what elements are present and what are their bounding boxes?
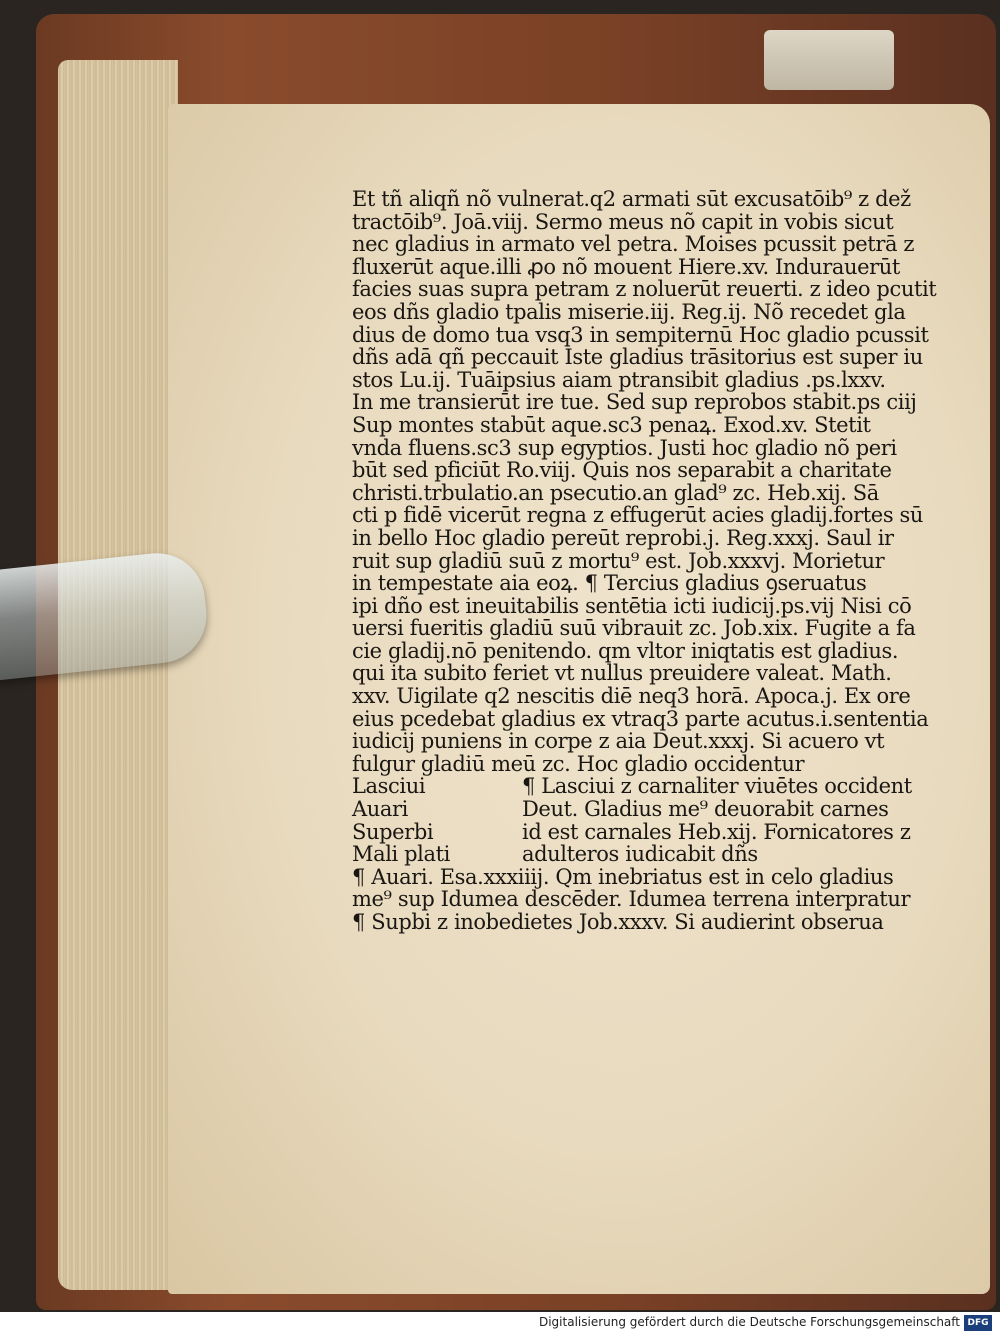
index-note: adulteros iudicabit dñs	[522, 842, 758, 867]
text-line: būt sed pficiūt Ro.viij. Quis nos separabit a charitate	[352, 458, 892, 483]
page-text-block	[352, 188, 944, 934]
text-line: in tempestate aia eoꝝ. ¶ Tercius gladius ꝯseruatus	[352, 571, 867, 596]
text-line: facies suas supra petram z noluerūt reuerti. z ideo pcutit	[352, 277, 937, 302]
index-row	[352, 843, 944, 866]
body-lines	[352, 188, 944, 775]
text-line: Sup montes stabūt aque.sc3 penaꝝ. Exod.xv. Stetit	[352, 412, 871, 437]
text-line: fluxerūt aque.illi ꝓo nõ mouent Hiere.xv. Indurauerūt	[352, 254, 900, 279]
text-line: tractōib⁹. Joā.viij. Sermo meus nõ capit in vobis sicut	[352, 209, 894, 234]
index-lines	[352, 775, 944, 865]
text-line: Et tñ aliqñ nõ vulnerat.q2 armati sūt excusatōib⁹ z dež	[352, 187, 911, 211]
page-stack-edge	[58, 60, 178, 1290]
text-line: iudicij puniens in corpe z aia Deut.xxxj. Si acuero vt	[352, 729, 885, 754]
index-row	[352, 798, 944, 821]
index-note: ¶ Lasciui z carnaliter viuētes occident	[522, 774, 912, 799]
index-term: Auari	[352, 797, 408, 822]
index-row	[352, 775, 944, 798]
text-line: ipi dño est ineuitabilis sentētia icti iudicij.ps.vij Nisi cō	[352, 593, 912, 618]
text-line: eius pcedebat gladius ex vtraq3 parte acutus.i.sententia	[352, 706, 929, 731]
text-line: ¶ Auari. Esa.xxxiiij. Qm inebriatus est in celo gladius	[352, 864, 894, 889]
text-line: christi.trbulatio.an psecutio.an glad⁹ zc. Heb.xij. Sā	[352, 480, 879, 505]
index-note: id est carnales Heb.xij. Fornicatores z	[522, 819, 911, 844]
paper-tab	[764, 30, 894, 90]
text-line: nec gladius in armato vel petra. Moises pcussit petrā z	[352, 232, 915, 257]
text-line: fulgur gladiū meū zc. Hoc gladio occidentur	[352, 751, 805, 776]
text-line: in bello Hoc gladio pereūt reprobi.j. Reg.xxxj. Saul ir	[352, 525, 894, 550]
closing-lines	[352, 866, 944, 934]
index-row	[352, 821, 944, 844]
text-line: xxv. Uigilate q2 nescitis diē neq3 horā. Apoca.j. Ex ore	[352, 684, 911, 709]
text-line: cie gladij.nō penitendo. qm vltor iniqtatis est gladius.	[352, 638, 899, 663]
footer-bar	[0, 1312, 1000, 1336]
text-line: stos Lu.ij. Tuāipsius aiam ptransibit gladius .ps.lxxv.	[352, 367, 886, 392]
text-line: dius de domo tua vsq3 in sempiternū Hoc gladio pcussit	[352, 322, 929, 347]
text-line: qui ita subito feriet vt nullus preuidere valeat. Math.	[352, 661, 892, 686]
index-term: Mali plati	[352, 842, 450, 867]
text-line: eos dñs gladio tpalis miserie.iij. Reg.ij. Nõ recedet gla	[352, 299, 906, 324]
index-note: Deut. Gladius me⁹ deuorabit carnes	[522, 797, 889, 822]
index-term: Superbi	[352, 819, 434, 844]
text-line: uersi fueritis gladiū suū vibrauit zc. Job.xix. Fugite a fa	[352, 616, 916, 641]
index-term: Lasciui	[352, 774, 426, 799]
text-line: dñs adā qñ peccauit Iste gladius trāsitorius est super iu	[352, 345, 923, 370]
footer-credit: Digitalisierung gefördert durch die Deutsche Forschungsgemeinschaft	[538, 1315, 960, 1329]
text-line: In me transierūt ire tue. Sed sup reprobos stabit.ps ciij	[352, 390, 917, 415]
text-line: vnda fluens.sc3 sup egyptios. Justi hoc gladio nõ peri	[352, 435, 897, 460]
text-line: cti p fidē vicerūt regna z effugerūt acies gladij.fortes sū	[352, 503, 923, 528]
dfg-logo: DFG	[964, 1315, 992, 1331]
text-line: ruit sup gladiū suū z mortu⁹ est. Job.xxxvj. Morietur	[352, 548, 885, 573]
text-line: me⁹ sup Idumea descēder. Idumea terrena interpratur	[352, 887, 911, 912]
text-line: ¶ Supbi z inobedietes Job.xxxv. Si audierint obserua	[352, 910, 884, 934]
